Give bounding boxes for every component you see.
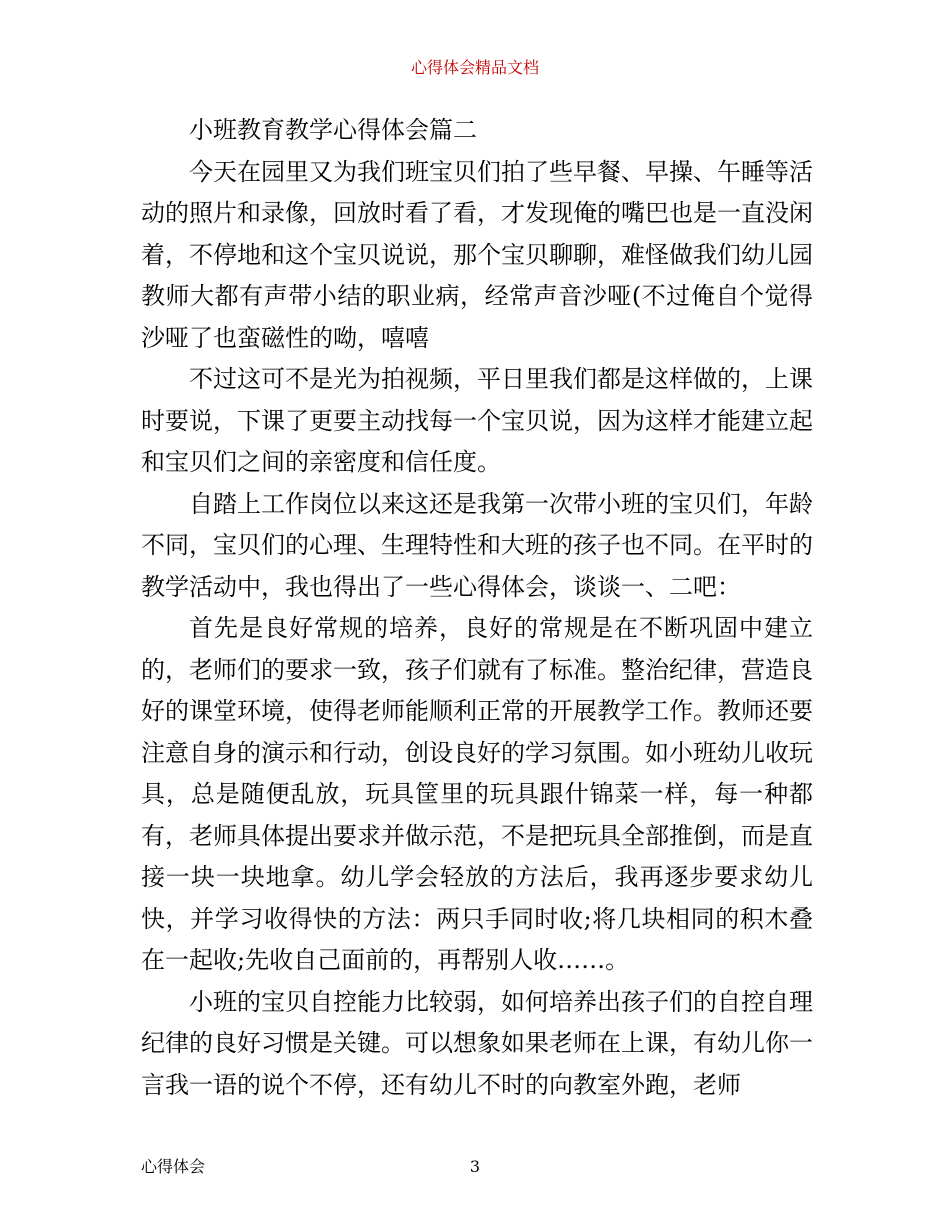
document-body — [141, 110, 813, 1106]
paragraph-2: 不过这可不是光为拍视频，平日里我们都是这样做的，上课时要说，下课了更要主动找每一个宝贝说，因为这样才能建立起和宝贝们之间的亲密度和信任度。 — [141, 365, 813, 476]
paragraph-5: 小班的宝贝自控能力比较弱，如何培养出孩子们的自控自理纪律的良好习惯是关键。可以想象如果老师在上课，有幼儿你一言我一语的说个不停，还有幼儿不时的向教室外跑，老师 — [141, 987, 813, 1099]
page-number: 3 — [469, 1157, 481, 1176]
footer-label: 心得体会 — [141, 1157, 206, 1176]
paragraph-1: 今天在园里又为我们班宝贝们拍了些早餐、早操、午睡等活动的照片和录像，回放时看了看，才发现俺的嘴巴也是一直没闲着，不停地和这个宝贝说说，那个宝贝聊聊，难怪做我们幼儿园教师大都有声带小结的职业病，经常声音沙哑(不过俺自个觉得沙哑了也蛮磁性的呦，嘻嘻 — [141, 157, 813, 352]
document-header: 心得体会精品文档 — [410, 58, 539, 77]
paragraph-4: 首先是良好常规的培养，良好的常规是在不断巩固中建立的，老师们的要求一致，孩子们就有了标准。整治纪律，营造良好的课堂环境，使得老师能顺利正常的开展教学工作。教师还要注意自身的演示和行动，创设良好的学习氛围。如小班幼儿收玩具，总是随便乱放，玩具筐里的玩具跟什锦菜一样，每一种都有，老师具体提出要求并做示范，不是把玩具全部推倒，而是直接一块一块地拿。幼儿学会轻放的方法后，我再逐步要求幼儿快，并学习收得快的方法：两只手同时收;将几块相同的积木叠在一起收;先收自己面前的，再帮别人收……。 — [141, 614, 813, 974]
section-title: 小班教育教学心得体会篇二 — [189, 116, 477, 144]
paragraph-3: 自踏上工作岗位以来这还是我第一次带小班的宝贝们，年龄不同，宝贝们的心理、生理特性和大班的孩子也不同。在平时的教学活动中，我也得出了一些心得体会，谈谈一、二吧： — [141, 489, 813, 601]
